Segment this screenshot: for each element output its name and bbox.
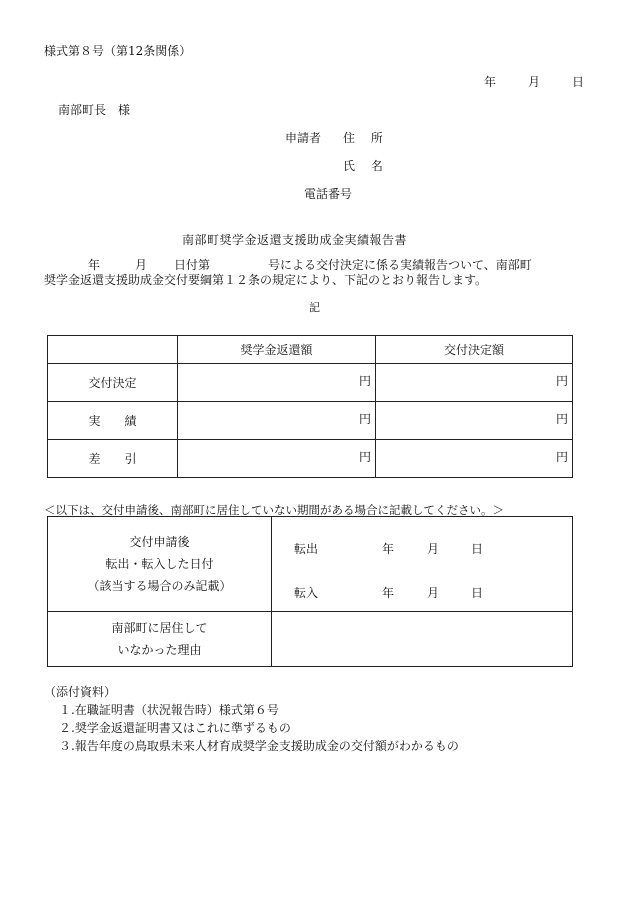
residence-table <box>47 516 573 667</box>
movein-label: 転入 <box>294 586 319 600</box>
moveout-label: 転出 <box>294 542 319 556</box>
attachments-heading: （添付資料） <box>44 685 117 699</box>
move-dates-label-cell <box>48 517 272 612</box>
intro-month: 月 <box>135 258 148 272</box>
yen-unit: 円 <box>376 364 573 402</box>
page-title: 南部町奨学金返還支援助成金実績報告書 <box>182 233 408 247</box>
yen-unit: 円 <box>376 402 573 440</box>
reason-label-cell <box>48 612 272 667</box>
movein-month: 月 <box>427 586 440 600</box>
date-year: 年 <box>484 75 497 89</box>
yen-unit: 円 <box>376 440 573 478</box>
row-label-decision: 交付決定 <box>48 364 178 402</box>
table-row <box>48 612 573 667</box>
table-row <box>48 440 573 478</box>
address-label: 住 所 <box>343 131 383 145</box>
table-row <box>48 402 573 440</box>
yen-unit: 円 <box>178 364 376 402</box>
movein-year: 年 <box>382 586 395 600</box>
residence-note: ＜以下は、交付申請後、南部町に居住していない期間がある場合に記載してください。＞ <box>44 503 504 517</box>
moveout-day: 日 <box>471 542 484 556</box>
form-number: 様式第８号（第12条関係） <box>44 44 192 58</box>
list-item: ２.奨学金返還証明書又はこれに準ずるもの <box>59 721 291 735</box>
intro-line1-rest: 号による交付決定に係る実績報告ついて、南部町 <box>268 258 532 272</box>
yen-unit: 円 <box>178 440 376 478</box>
name-label: 氏 名 <box>343 159 383 173</box>
table1-corner-cell <box>48 336 178 364</box>
reason-input-cell <box>272 612 573 667</box>
applicant-label: 申請者 <box>285 131 322 145</box>
amount-table <box>47 335 573 478</box>
moveout-month: 月 <box>427 542 440 556</box>
move-dates-label-line3: （該当する場合のみ記載） <box>87 579 232 593</box>
col-header-decision: 交付決定額 <box>376 336 573 364</box>
date-day: 日 <box>572 75 585 89</box>
moveout-year: 年 <box>382 542 395 556</box>
phone-label: 電話番号 <box>304 187 353 201</box>
date-month: 月 <box>528 75 541 89</box>
yen-unit: 円 <box>178 402 376 440</box>
intro-line2: 奨学金返還支援助成金交付要綱第１２条の規定により、下記のとおり報告します。 <box>44 273 488 287</box>
list-item: ３.報告年度の鳥取県未来人材育成奨学金支援助成金の交付額がわかるもの <box>59 739 459 753</box>
move-dates-label-line2: 転出・転入した日付 <box>105 557 214 571</box>
reason-label-line2: いなかった理由 <box>117 643 202 657</box>
row-label-actual: 実 績 <box>48 402 178 440</box>
movein-day: 日 <box>471 586 484 600</box>
intro-year: 年 <box>88 258 101 272</box>
table-row <box>48 364 573 402</box>
list-item: １.在職証明書（状況報告時）様式第６号 <box>59 703 279 717</box>
col-header-repayment: 奨学金返還額 <box>178 336 376 364</box>
table-row <box>48 517 573 612</box>
move-dates-label-line1: 交付申請後 <box>129 535 190 549</box>
addressee: 南部町長 様 <box>58 103 131 117</box>
move-dates-cell <box>272 517 573 612</box>
intro-day-no: 日付第 <box>174 258 211 272</box>
ki-label: 記 <box>309 301 320 314</box>
row-label-difference: 差 引 <box>48 440 178 478</box>
reason-label-line1: 南部町に居住して <box>111 621 208 635</box>
